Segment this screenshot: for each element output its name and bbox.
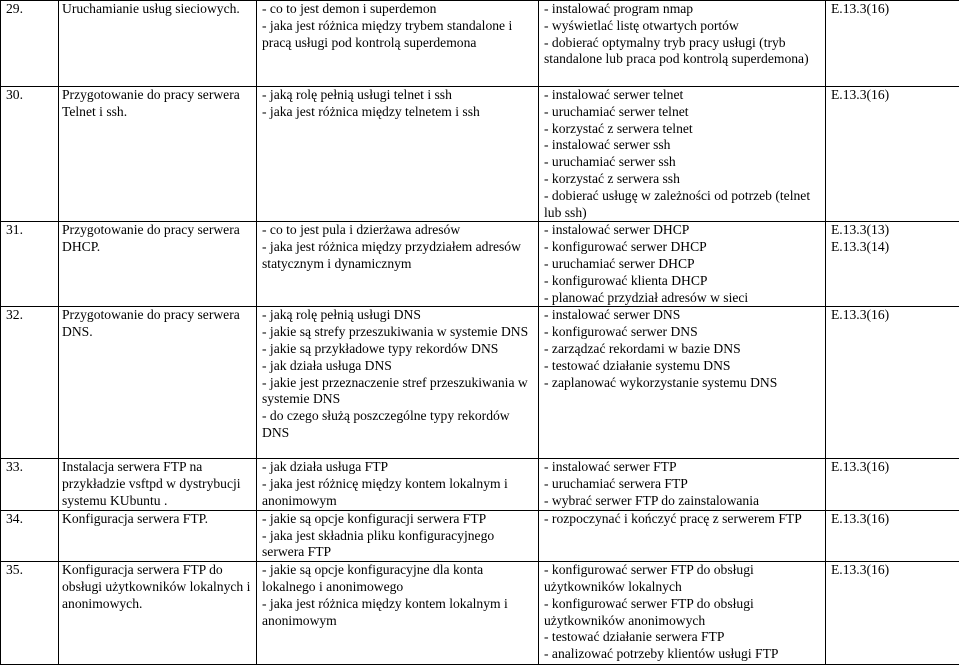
code-cell bbox=[826, 1, 959, 87]
knowledge-cell bbox=[257, 562, 539, 665]
row-number: 32. bbox=[1, 307, 59, 459]
topic-cell: Przygotowanie do pracy serwera DNS. bbox=[59, 307, 257, 459]
knowledge-item: - jakie są opcje konfiguracyjne dla konta lokalnego i anonimowego bbox=[262, 562, 534, 596]
skills-cell bbox=[539, 307, 826, 459]
table-row bbox=[1, 459, 959, 510]
row-number: 30. bbox=[1, 87, 59, 222]
table-row bbox=[1, 307, 959, 459]
knowledge-item: - jaka jest różnica między kontem lokalnym i anonimowym bbox=[262, 596, 534, 630]
skill-item: - konfigurować serwer FTP do obsługi użytkowników lokalnych bbox=[544, 562, 821, 596]
curriculum-code: E.13.3(16) bbox=[831, 459, 955, 476]
curriculum-code: E.13.3(16) bbox=[831, 87, 955, 104]
knowledge-cell bbox=[257, 459, 539, 510]
row-number: 29. bbox=[1, 1, 59, 87]
skill-item: - planować przydział adresów w sieci bbox=[544, 290, 821, 307]
skill-item: - dobierać usługę w zależności od potrzeb (telnet lub ssh) bbox=[544, 188, 821, 222]
topic-cell: Konfiguracja serwera FTP do obsługi użytkowników lokalnych i anonimowych. bbox=[59, 562, 257, 665]
curriculum-code: E.13.3(16) bbox=[831, 511, 955, 528]
knowledge-cell bbox=[257, 307, 539, 459]
skill-item: - instalować serwer telnet bbox=[544, 87, 821, 104]
code-cell bbox=[826, 87, 959, 222]
knowledge-item: - jaka jest różnica między przydziałem adresów statycznym i dynamicznym bbox=[262, 239, 534, 273]
knowledge-item: - jaką rolę pełnią usługi DNS bbox=[262, 307, 534, 324]
skill-item: - rozpoczynać i kończyć pracę z serwerem FTP bbox=[544, 511, 821, 528]
table-row bbox=[1, 87, 959, 222]
skill-item: - testować działanie serwera FTP bbox=[544, 629, 821, 646]
knowledge-cell bbox=[257, 222, 539, 307]
skills-cell bbox=[539, 562, 826, 665]
curriculum-code: E.13.3(14) bbox=[831, 239, 955, 256]
table-row bbox=[1, 510, 959, 561]
skill-item: - konfigurować serwer DHCP bbox=[544, 239, 821, 256]
row-number: 33. bbox=[1, 459, 59, 510]
skill-item: - dobierać optymalny tryb pracy usługi (tryb standalone lub praca pod kontrolą superdemona) bbox=[544, 35, 821, 69]
topic-cell: Przygotowanie do pracy serwera Telnet i ssh. bbox=[59, 87, 257, 222]
knowledge-item: - jakie są przykładowe typy rekordów DNS bbox=[262, 341, 534, 358]
row-number: 35. bbox=[1, 562, 59, 665]
skill-item: - konfigurować klienta DHCP bbox=[544, 273, 821, 290]
code-cell bbox=[826, 459, 959, 510]
curriculum-code: E.13.3(16) bbox=[831, 307, 955, 324]
skill-item: - wybrać serwer FTP do zainstalowania bbox=[544, 493, 821, 510]
code-cell bbox=[826, 222, 959, 307]
curriculum-code: E.13.3(13) bbox=[831, 222, 955, 239]
knowledge-item: - jaką rolę pełnią usługi telnet i ssh bbox=[262, 87, 534, 104]
knowledge-item: - jakie jest przeznaczenie stref przeszukiwania w systemie DNS bbox=[262, 375, 534, 409]
skill-item: - zarządzać rekordami w bazie DNS bbox=[544, 341, 821, 358]
knowledge-cell bbox=[257, 510, 539, 561]
knowledge-item: - jak działa usługa DNS bbox=[262, 358, 534, 375]
knowledge-cell bbox=[257, 1, 539, 87]
knowledge-item: - jaka jest różnica między telnetem i ssh bbox=[262, 104, 534, 121]
curriculum-code: E.13.3(16) bbox=[831, 562, 955, 579]
skill-item: - wyświetlać listę otwartych portów bbox=[544, 18, 821, 35]
code-cell bbox=[826, 307, 959, 459]
skills-cell bbox=[539, 459, 826, 510]
skill-item: - analizować potrzeby klientów usługi FTP bbox=[544, 646, 821, 663]
table-row bbox=[1, 222, 959, 307]
skill-item: - zaplanować wykorzystanie systemu DNS bbox=[544, 375, 821, 392]
code-cell bbox=[826, 562, 959, 665]
knowledge-item: - jaka jest różnica między trybem standalone i pracą usługi pod kontrolą superdemona bbox=[262, 18, 534, 52]
topic-cell: Uruchamianie usług sieciowych. bbox=[59, 1, 257, 87]
skills-cell bbox=[539, 222, 826, 307]
knowledge-item: - co to jest pula i dzierżawa adresów bbox=[262, 222, 534, 239]
curriculum-code: E.13.3(16) bbox=[831, 1, 955, 18]
skill-item: - instalować serwer FTP bbox=[544, 459, 821, 476]
knowledge-item: - jakie są strefy przeszukiwania w systemie DNS bbox=[262, 324, 534, 341]
knowledge-item: - jak działa usługa FTP bbox=[262, 459, 534, 476]
skill-item: - uruchamiać serwer telnet bbox=[544, 104, 821, 121]
skill-item: - instalować program nmap bbox=[544, 1, 821, 18]
topic-cell: Przygotowanie do pracy serwera DHCP. bbox=[59, 222, 257, 307]
skill-item: - instalować serwer DHCP bbox=[544, 222, 821, 239]
skill-item: - konfigurować serwer DNS bbox=[544, 324, 821, 341]
skills-cell bbox=[539, 87, 826, 222]
skill-item: - instalować serwer DNS bbox=[544, 307, 821, 324]
topic-cell: Instalacja serwera FTP na przykładzie vsftpd w dystrybucji systemu KUbuntu . bbox=[59, 459, 257, 510]
table-row bbox=[1, 562, 959, 665]
skill-item: - uruchamiać serwer DHCP bbox=[544, 256, 821, 273]
knowledge-item: - co to jest demon i superdemon bbox=[262, 1, 534, 18]
skill-item: - uruchamiać serwera FTP bbox=[544, 476, 821, 493]
skill-item: - konfigurować serwer FTP do obsługi użytkowników anonimowych bbox=[544, 596, 821, 630]
knowledge-item: - jakie są opcje konfiguracji serwera FTP bbox=[262, 511, 534, 528]
skills-cell bbox=[539, 1, 826, 87]
knowledge-item: - jaka jest składnia pliku konfiguracyjnego serwera FTP bbox=[262, 528, 534, 562]
knowledge-cell bbox=[257, 87, 539, 222]
knowledge-item: - jaka jest różnicę między kontem lokalnym i anonimowym bbox=[262, 476, 534, 510]
skill-item: - uruchamiać serwer ssh bbox=[544, 154, 821, 171]
skill-item: - korzystać z serwera ssh bbox=[544, 171, 821, 188]
skill-item: - instalować serwer ssh bbox=[544, 137, 821, 154]
topic-cell: Konfiguracja serwera FTP. bbox=[59, 510, 257, 561]
row-number: 34. bbox=[1, 510, 59, 561]
code-cell bbox=[826, 510, 959, 561]
table-row bbox=[1, 1, 959, 87]
knowledge-item: - do czego służą poszczególne typy rekordów DNS bbox=[262, 408, 534, 442]
skill-item: - korzystać z serwera telnet bbox=[544, 121, 821, 138]
row-number: 31. bbox=[1, 222, 59, 307]
skill-item: - testować działanie systemu DNS bbox=[544, 358, 821, 375]
skills-cell bbox=[539, 510, 826, 561]
